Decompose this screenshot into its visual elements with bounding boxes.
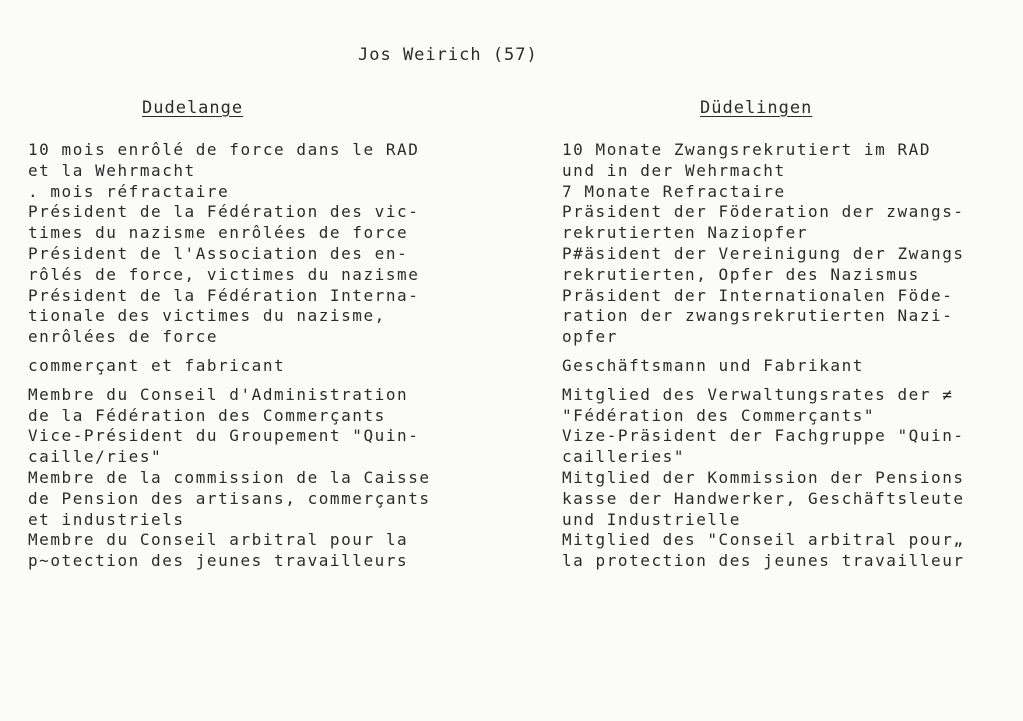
text-line: "Fédération des Commerçants" xyxy=(562,405,876,425)
text-line: Président de la Fédération des vic- xyxy=(28,202,420,222)
french-column xyxy=(28,140,498,580)
text-line: Geschäftsmann und Fabrikant xyxy=(562,355,864,375)
text-line: Mitglied des Verwaltungsrates der ≠ xyxy=(562,384,954,404)
text-line: rôlés de force, victimes du nazisme xyxy=(28,264,420,284)
text-line: . mois réfractaire xyxy=(28,181,230,201)
heading-dudelange: Dudelange xyxy=(142,98,244,118)
text-line: und in der Wehrmacht xyxy=(562,160,786,180)
text-line: Vice-Président du Groupement "Quin- xyxy=(28,426,420,446)
text-line: de Pension des artisans, commerçants xyxy=(28,488,431,508)
text-line: ration der zwangsrekrutierten Nazi- xyxy=(562,306,954,326)
text-line: times du nazisme enrôlées de force xyxy=(28,223,409,243)
text-line: Membre du Conseil d'Administration xyxy=(28,384,409,404)
text-line: Membre de la commission de la Caisse xyxy=(28,467,431,487)
text-line: cailleries" xyxy=(562,447,686,467)
text-line: Präsident der Internationalen Föde- xyxy=(562,285,954,305)
text-line: enrôlées de force xyxy=(28,327,219,347)
german-column xyxy=(562,140,1023,580)
occupation-block xyxy=(28,356,498,377)
text-line: Mitglied der Kommission der Pensions xyxy=(562,467,965,487)
memberships-block xyxy=(28,385,498,572)
text-line: p~otection des jeunes travailleurs xyxy=(28,551,409,571)
occupation-block xyxy=(562,356,1023,377)
text-line: de la Fédération des Commerçants xyxy=(28,405,386,425)
heading-dudelingen: Düdelingen xyxy=(700,98,813,118)
text-line: Vize-Präsident der Fachgruppe "Quin- xyxy=(562,426,965,446)
text-line: tionale des victimes du nazisme, xyxy=(28,306,386,326)
text-line: Président de la Fédération Interna- xyxy=(28,285,420,305)
text-line: et la Wehrmacht xyxy=(28,160,196,180)
text-line: et industriels xyxy=(28,509,185,529)
text-line: Mitglied des "Conseil arbitral pour„ xyxy=(562,530,965,550)
text-line: 10 Monate Zwangsrekrutiert im RAD xyxy=(562,140,932,159)
text-line: caille/ries" xyxy=(28,447,163,467)
text-line: 10 mois enrôlé de force dans le RAD xyxy=(28,140,420,159)
text-line: la protection des jeunes travailleur xyxy=(562,551,965,571)
memberships-block xyxy=(562,385,1023,572)
text-line: 7 Monate Refractaire xyxy=(562,181,786,201)
text-line: rekrutierten, Opfer des Nazismus xyxy=(562,264,920,284)
text-line: Président de l'Association des en- xyxy=(28,243,409,263)
text-line: opfer xyxy=(562,327,618,347)
document-title: Jos Weirich (57) xyxy=(358,45,538,65)
text-line: rekrutierten Naziopfer xyxy=(562,223,809,243)
biography-block xyxy=(28,140,498,348)
biography-block xyxy=(562,140,1023,348)
text-line: und Industrielle xyxy=(562,509,741,529)
text-line: kasse der Handwerker, Geschäftsleute xyxy=(562,488,965,508)
text-line: P#äsident der Vereinigung der Zwangs xyxy=(562,243,965,263)
text-line: Präsident der Föderation der zwangs- xyxy=(562,202,965,222)
text-line: Membre du Conseil arbitral pour la xyxy=(28,530,409,550)
text-line: commerçant et fabricant xyxy=(28,355,286,375)
